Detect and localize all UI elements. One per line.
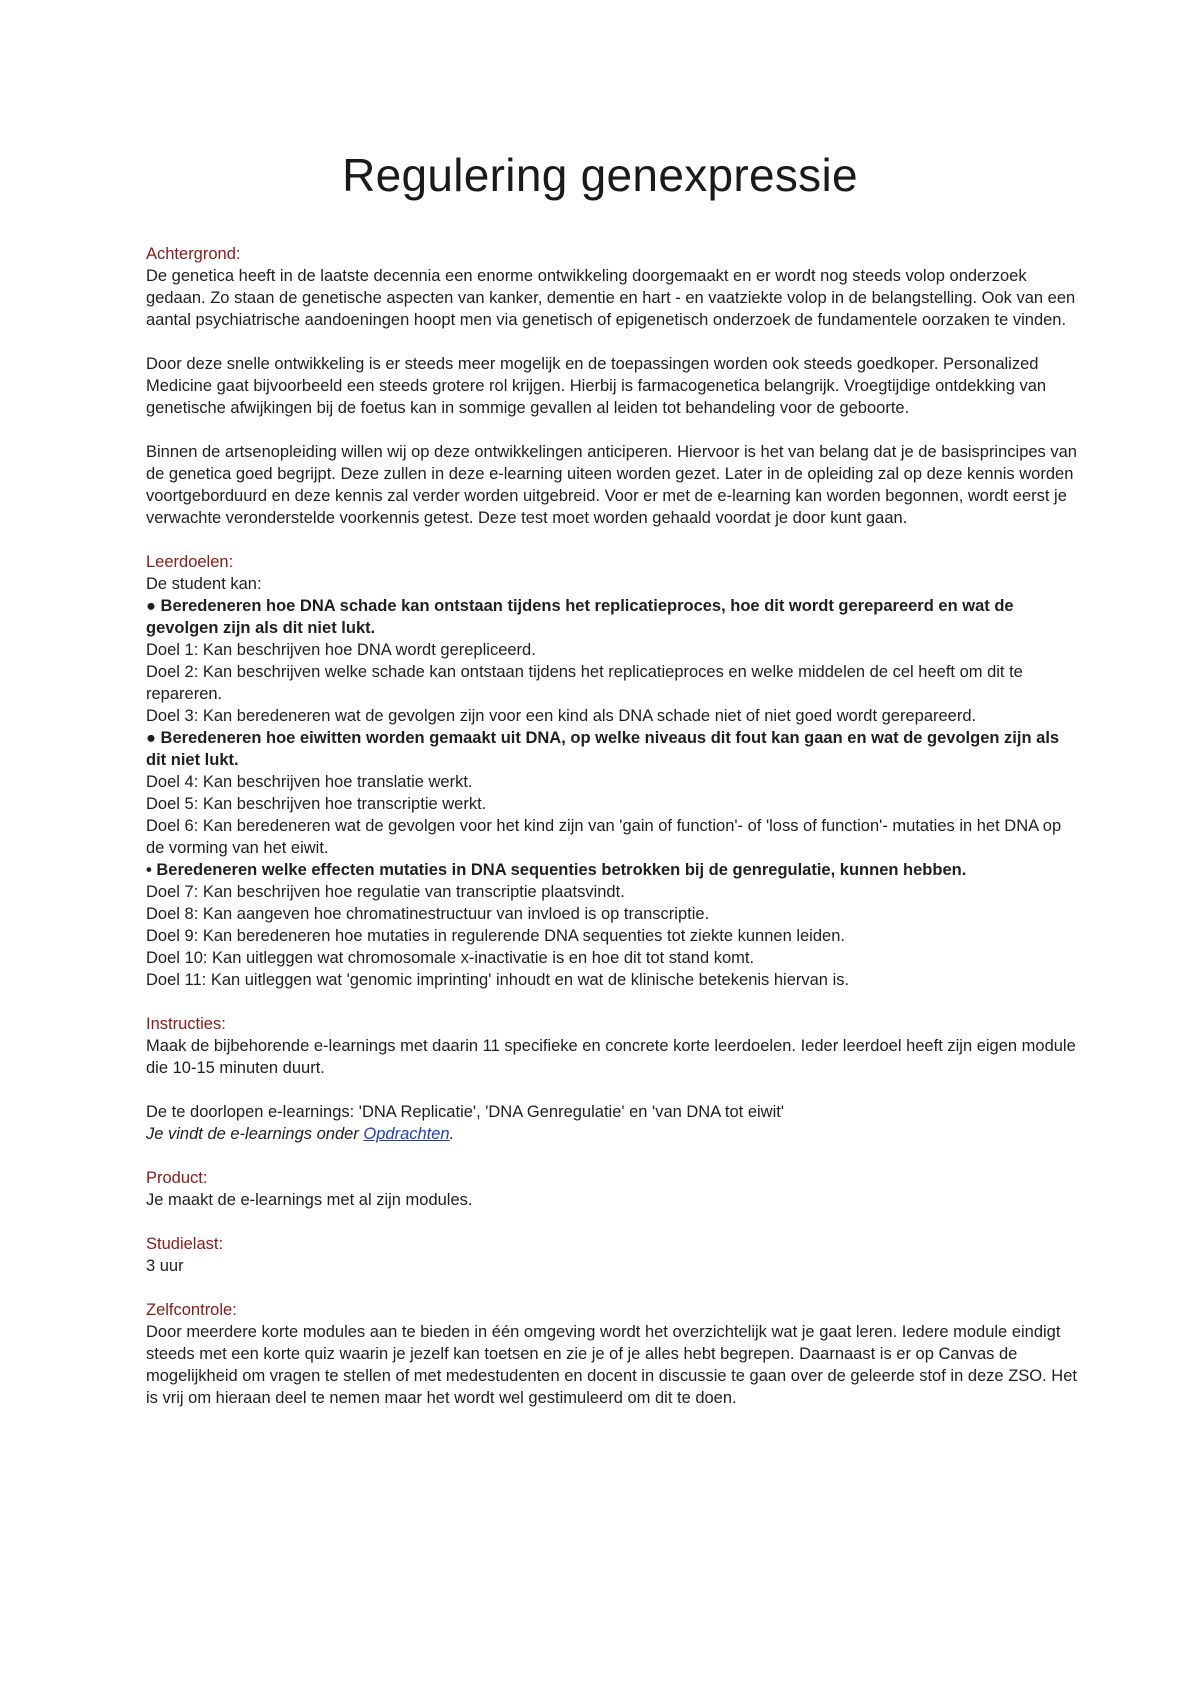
instructies-prefix: Je vindt de e-learnings onder	[146, 1124, 364, 1143]
heading-leerdoelen: Leerdoelen:	[146, 552, 234, 571]
leerdoel-item: Doel 5: Kan beschrijven hoe transcriptie werkt.	[146, 794, 487, 813]
leerdoel-bullet: • Beredeneren welke effecten mutaties in DNA sequenties betrokken bij de genregulatie, kunnen hebben.	[146, 860, 967, 879]
leerdoel-item: Doel 2: Kan beschrijven welke schade kan ontstaan tijdens het replicatieproces en welke middelen de cel heeft om dit te repareren.	[146, 662, 1023, 703]
leerdoel-bullet: ● Beredeneren hoe DNA schade kan ontstaan tijdens het replicatieproces, hoe dit wordt gerepareerd en wat de gevolgen zijn als dit niet lukt.	[146, 596, 1014, 637]
instructies-paragraph-1: Maak de bijbehorende e-learnings met daarin 11 specifieke en concrete korte leerdoelen. Ieder leerdoel heeft zijn eigen module die 10-15 minuten duurt.	[146, 1036, 1076, 1077]
studielast-text: 3 uur	[146, 1256, 184, 1275]
achtergrond-paragraph-2: Door deze snelle ontwikkeling is er steeds meer mogelijk en de toepassingen worden ook steeds goedkoper. Personalized Medicine gaat bijvoorbeeld een steeds grotere rol krijgen. Hierbij is farmacogenetica belangrijk. Vroegtijdige ontdekking van genetische afwijkingen bij de foetus kan in sommige gevallen al leiden tot behandeling voor de geboorte.	[146, 354, 1047, 417]
heading-instructies: Instructies:	[146, 1014, 226, 1033]
section-product	[146, 1167, 1080, 1211]
section-achtergrond	[146, 243, 1080, 529]
leerdoel-item: Doel 11: Kan uitleggen wat 'genomic imprinting' inhoudt en wat de klinische betekenis hiervan is.	[146, 970, 850, 989]
achtergrond-paragraph-1: De genetica heeft in de laatste decennia een enorme ontwikkeling doorgemaakt en er wordt nog steeds volop onderzoek gedaan. Zo staan de genetische aspecten van kanker, dementie en hart - en vaatziekte volop in de belangstelling. Ook van een aantal psychiatrische aandoeningen hoopt men via genetisch of epigenetisch onderzoek de fundamentele oorzaken te vinden.	[146, 266, 1076, 329]
section-leerdoelen	[146, 551, 1080, 991]
heading-achtergrond: Achtergrond:	[146, 244, 241, 263]
leerdoel-item: Doel 3: Kan beredeneren wat de gevolgen zijn voor een kind als DNA schade niet of niet goed wordt gerepareerd.	[146, 706, 977, 725]
achtergrond-paragraph-3: Binnen de artsenopleiding willen wij op deze ontwikkelingen anticiperen. Hiervoor is het van belang dat je de basisprincipes van de genetica goed begrijpt. Deze zullen in deze e-learning uiteen worden gezet. Later in de opleiding zal op deze kennis worden voortgeborduurd en deze kennis zal verder worden uitgebreid. Voor er met de e-learning kan worden begonnen, wordt eerst je verwachte veronderstelde voorkennis getest. Deze test moet worden gehaald voordat je door kunt gaan.	[146, 442, 1077, 527]
product-text: Je maakt de e-learnings met al zijn modules.	[146, 1190, 473, 1209]
zelfcontrole-text: Door meerdere korte modules aan te bieden in één omgeving wordt het overzichtelijk wat je gaat leren. Iedere module eindigt steeds met een korte quiz waarin je jezelf kan toetsen en zie je of je alles hebt begrepen. Daarnaast is er op Canvas de mogelijkheid om vragen te stellen of met medestudenten en docent in discussie te gaan over de geleerde stof in deze ZSO. Het is vrij om hieraan deel te nemen maar het wordt wel gestimuleerd om dit te doen.	[146, 1322, 1077, 1407]
instructies-suffix: .	[449, 1124, 455, 1143]
section-instructies	[146, 1013, 1080, 1145]
leerdoel-item: Doel 10: Kan uitleggen wat chromosomale x-inactivatie is en hoe dit tot stand komt.	[146, 948, 755, 967]
leerdoelen-list	[146, 595, 1080, 991]
leerdoel-bullet: ● Beredeneren hoe eiwitten worden gemaakt uit DNA, op welke niveaus dit fout kan gaan en wat de gevolgen zijn als dit niet lukt.	[146, 728, 1060, 769]
leerdoel-item: Doel 4: Kan beschrijven hoe translatie werkt.	[146, 772, 473, 791]
instructies-paragraph-3	[146, 1123, 1080, 1145]
leerdoel-item: Doel 1: Kan beschrijven hoe DNA wordt gerepliceerd.	[146, 640, 536, 659]
leerdoel-item: Doel 7: Kan beschrijven hoe regulatie van transcriptie plaatsvindt.	[146, 882, 625, 901]
page-title: Regulering genexpressie	[342, 149, 858, 201]
opdrachten-link[interactable]: Opdrachten	[363, 1124, 450, 1143]
heading-product: Product:	[146, 1168, 208, 1187]
leerdoelen-intro: De student kan:	[146, 574, 262, 593]
leerdoel-item: Doel 9: Kan beredeneren hoe mutaties in regulerende DNA sequenties tot ziekte kunnen leiden.	[146, 926, 845, 945]
leerdoel-item: Doel 6: Kan beredeneren wat de gevolgen voor het kind zijn van 'gain of function'- of 'loss of function'- mutaties in het DNA op de vorming van het eiwit.	[146, 816, 1062, 857]
heading-zelfcontrole: Zelfcontrole:	[146, 1300, 237, 1319]
section-studielast	[146, 1233, 1080, 1277]
leerdoel-item: Doel 8: Kan aangeven hoe chromatinestructuur van invloed is op transcriptie.	[146, 904, 710, 923]
section-zelfcontrole	[146, 1299, 1080, 1409]
heading-studielast: Studielast:	[146, 1234, 224, 1253]
instructies-paragraph-2: De te doorlopen e-learnings: 'DNA Replicatie', 'DNA Genregulatie' en 'van DNA tot eiwit'	[146, 1102, 784, 1121]
